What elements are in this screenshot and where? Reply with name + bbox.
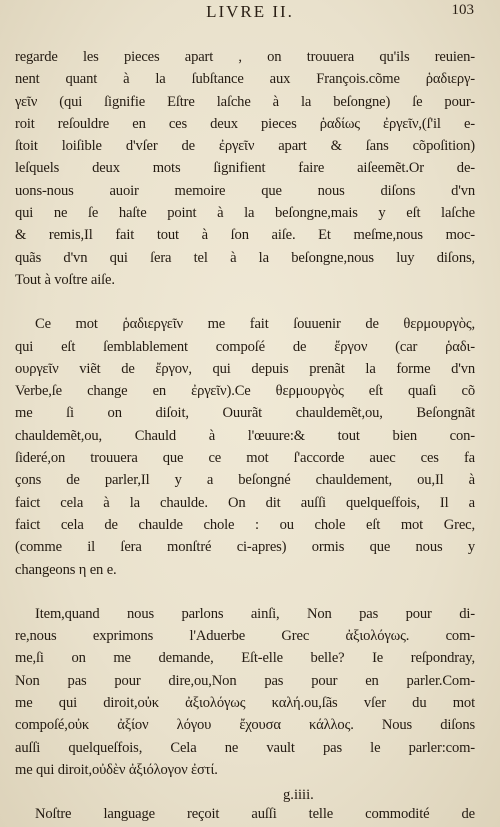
text-line: ſtoit loiſible d'vſer de ἐργεῖν apart & ſans cõpoſition) [15,138,475,155]
text-line: γεῖν (qui ſignifie Eſtre laſche à la beſongne) ſe pour- [15,93,475,110]
text-line: ſideré,on trouuera que ce mot ſ'accorde auec ces fa [15,450,475,467]
text-line: qui eſt ſemblablement compoſé de ἔργον (car ῥαδι- [15,338,475,355]
text-line: Ce mot ῥαδιεργεῖν me fait ſouuenir de θερμουργὸς, [35,316,475,333]
text-line: auſſi quelqueſfois, Cela ne vault pas le parler:com- [15,739,475,756]
signature-mark: g.iiii. [283,787,314,803]
text-line: compoſé,οὐκ ἀξίον λόγου ἔχουσα κάλλος. Nous diſons [15,717,475,734]
text-line: (comme il ſera monſtré ci-apres) ormis que nous y [15,539,475,556]
text-line: ουργεῖν viẽt de ἔργον, qui depuis prenãt la forme d'vn [15,360,475,377]
text-block [15,46,475,826]
text-line: qui ne ſe haſte point à la beſongne,mais y eſt laſche [15,205,475,222]
text-line: leſquels deux mots ſignifient faire aiſeemẽt.Or de- [15,160,475,177]
paragraph-1 [15,46,475,291]
text-line: quãs d'vn qui ſera tel à la beſongne,nous luy diſons, [15,249,475,266]
page-number: 103 [451,2,474,18]
text-line: Item,quand nous parlons ainſi, Non pas pour di- [35,605,475,622]
text-line: uons-nous auoir memoire que nous diſons d'vn [15,182,475,199]
text-line: me ſi on diſoit, Ouurãt chauldemẽt,ou, Beſongnãt [15,405,475,422]
text-line: me qui diroit,οὐδὲν ἀξιόλογον ἐστί. [15,761,218,778]
text-line: & remis,Il fait tout à ſon aiſe. Et meſme,nous moc- [15,227,475,244]
paragraph-gap [15,581,475,603]
text-line: changeons η en e. [15,561,117,578]
text-line: Verbe,ſe change en ἐργεῖν).Ce θερμουργὸς eſt quaſi cõ [15,383,475,400]
text-line: nent quant à la ſubſtance aux François.cõme ῥαδιεργ- [15,71,475,88]
paragraph-gap [15,291,475,313]
text-line: faict cela à la chaulde. On dit auſſi quelqueſfois, Il a [15,494,475,511]
text-line: faict cela de chaulde chole : ou chole eſt mot Grec, [15,516,475,533]
text-line: chauldemẽt,ou, Chauld à l'œuure:& tout bien con- [15,427,475,444]
text-line: roit reſouldre en ces deux pieces ῥαδίως ἐργεῖν,(ſ'il e- [15,115,475,132]
text-line: me qui diroit,οὐκ ἀξιολόγως καλή.ou,ſãs vſer du mot [15,695,475,712]
text-line: me,ſi on me demande, Eſt-elle belle? Ie reſpondray, [15,650,475,667]
paragraph-3 [15,603,475,781]
paragraph-4 [15,803,475,825]
paragraph-gap [15,781,475,803]
text-line: re,nous exprimons l'Aduerbe Grec ἀξιολόγως. com- [15,628,475,645]
text-line: Tout à voſtre aiſe. [15,271,115,288]
paragraph-2 [15,313,475,581]
text-line: regarde les pieces apart , on trouuera qu'ils reuien- [15,49,475,65]
text-line: çons de parler,Il y a beſongné chauldement, ou,Il à [15,472,475,489]
running-head: LIVRE II. [206,2,294,21]
text-line: Non pas pour dire,ou,Non pas pour en parler.Com- [15,672,475,689]
text-line: Noſtre language reçoit auſſi telle commodité de [35,806,475,823]
